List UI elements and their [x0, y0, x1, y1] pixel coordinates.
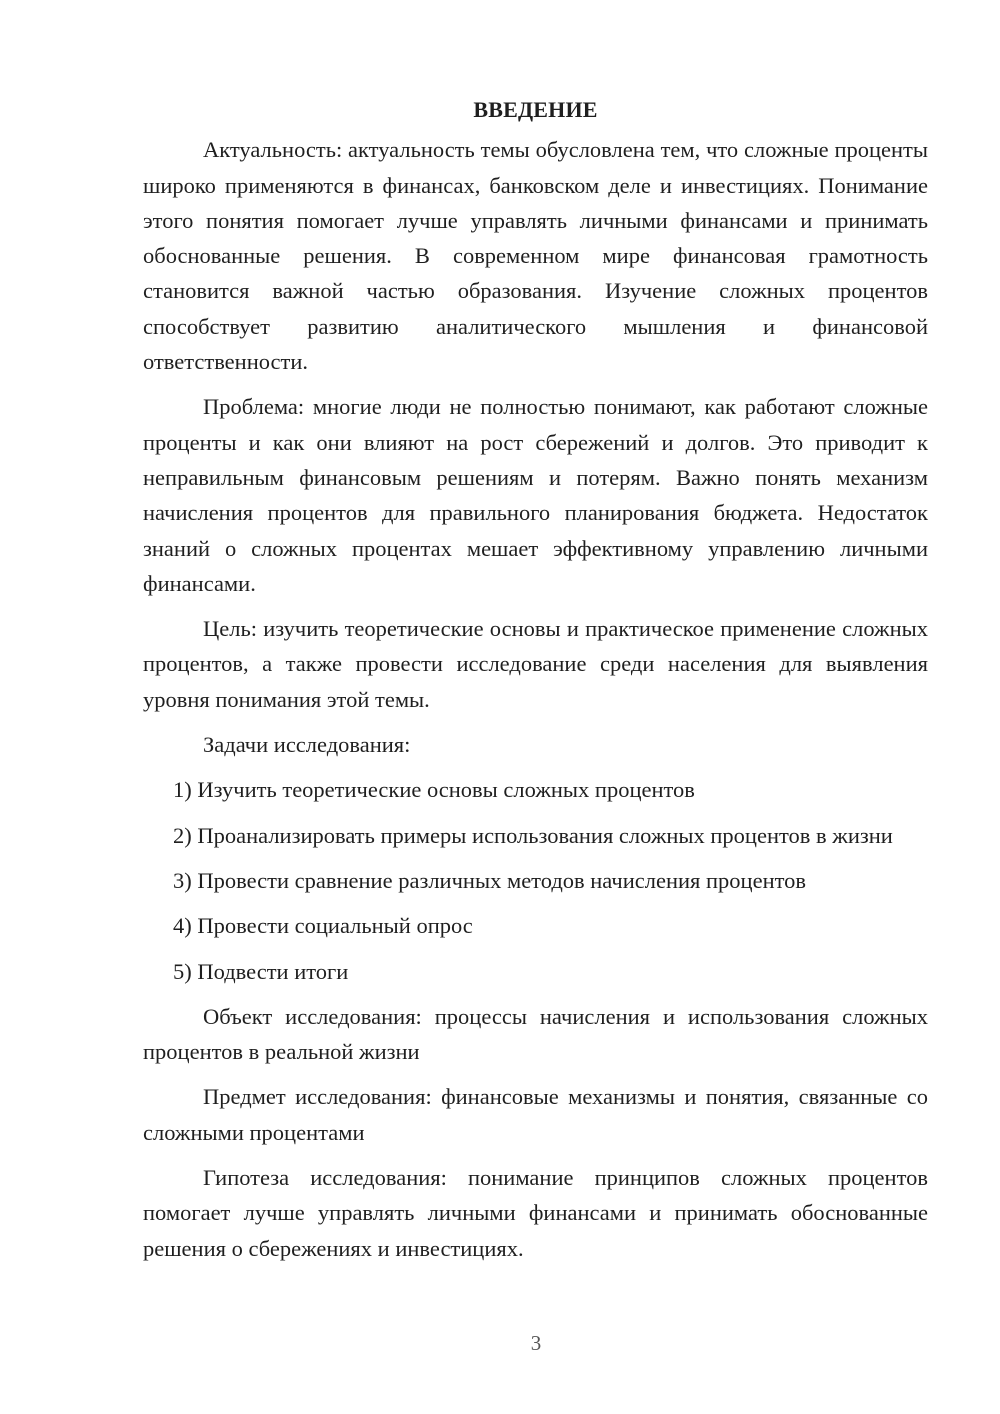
task-item: 4) Провести социальный опрос [173, 913, 473, 939]
paragraph-problem: Проблема: многие люди не полностью понимают, как работают сложные проценты и как они влияют на рост сбережений и долгов. Это приводит к неправильным финансовым решениям и потерям. Важно понять механизм начисления процентов для правильного планирования бюджета. Недостаток знаний о сложных процентах мешает эффективному управлению личными финансами. [143, 394, 928, 596]
paragraph-goal: Цель: изучить теоретические основы и практическое применение сложных процентов, а также провести исследование среди населения для выявления уровня понимания этой темы. [143, 616, 928, 712]
task-item: 5) Подвести итоги [173, 958, 349, 984]
task-item: 1) Изучить теоретические основы сложных процентов [173, 777, 695, 803]
task-item: 2) Проанализировать примеры использования сложных процентов в жизни [173, 822, 893, 848]
page-number: 3 [530, 1331, 542, 1355]
paragraph-hypothesis: Гипотеза исследования: понимание принципов сложных процентов помогает лучше управлять личными финансами и принимать обоснованные решения о сбережениях и инвестициях. [143, 1165, 928, 1261]
page-content [143, 92, 928, 1276]
paragraph-object: Объект исследования: процессы начисления и использования сложных процентов в реальной жизни [143, 1003, 928, 1065]
task-item: 3) Провести сравнение различных методов начисления процентов [173, 867, 807, 893]
paragraph-subject: Предмет исследования: финансовые механизмы и понятия, связанные со сложными процентами [143, 1084, 928, 1145]
page-title: ВВЕДЕНИЕ [473, 97, 598, 122]
tasks-title: Задачи исследования: [203, 732, 411, 758]
paragraph-relevance: Актуальность: актуальность темы обусловлена тем, что сложные проценты широко применяются в финансах, банковском деле и инвестициях. Понимание этого понятия помогает лучше управлять личными финансами и принимать обоснованные решения. В современном мире финансовая грамотность становится важной частью образования. Изучение сложных процентов способствует развитию аналитического мышления и финансовой ответственности. [143, 137, 928, 375]
